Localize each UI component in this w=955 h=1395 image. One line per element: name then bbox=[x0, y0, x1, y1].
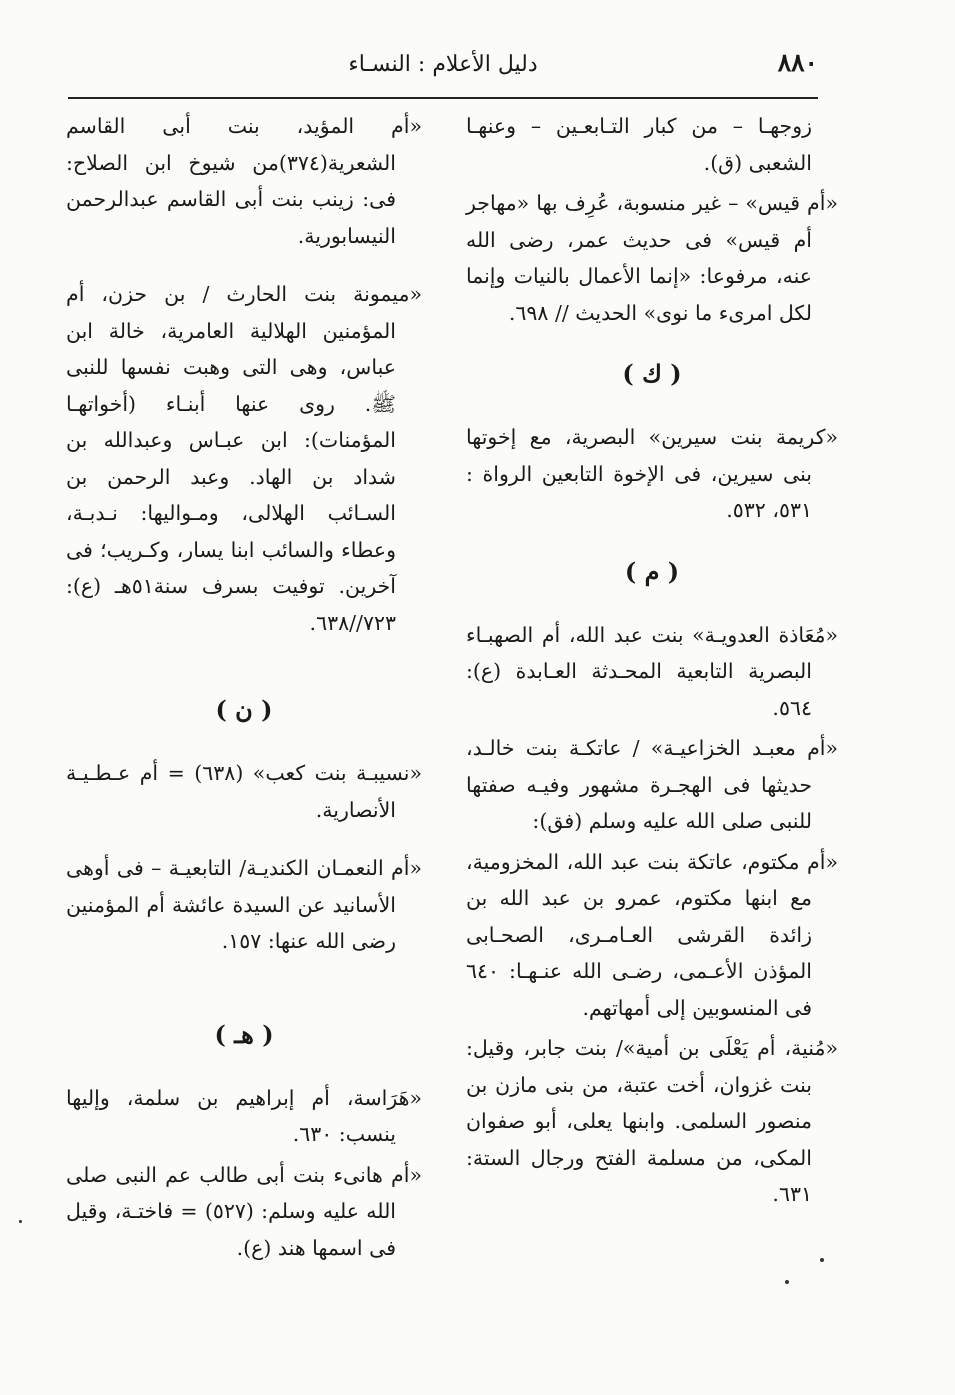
section-heading-ha: ( هـ ) bbox=[214, 1019, 274, 1049]
entry-munya: «مُنية، أم يَعْلَى بن أمية»/ بنت جابر، وقيل: بنت غزوان، أخت عتبة، من بنى مازن بن منصور السلمى. وابنها يعلى، أبو صفوان المكى، من مسلمة الفتح ورجال الستة: ٦٣١. bbox=[466, 1036, 838, 1206]
entry-umm-mabad: «أم معبـد الخزاعيـة» / عاتكـة بنت خالـد، حديثها فى الهجـرة مشهور وفيـه صفتها للنبى صلى الله عليه وسلم (فق): bbox=[466, 736, 838, 833]
entry-umm-hani: «أم هانىء بنت أبى طالب عم النبى صلى الله عليه وسلم: (٥٢٧) = فاختـة، وقيل فى اسمها هند (ع). bbox=[66, 1162, 422, 1260]
right-column bbox=[466, 108, 838, 1217]
page-header bbox=[68, 48, 818, 88]
entry-umm-maktum: «أم مكتوم، عاتكة بنت عبد الله، المخزومية، مع ابنها مكتوم، عمرو بن عبد الله بن زائدة القرشى العـامـرى، الصحـابى المؤذن الأعـمى، رضـى الله عنـهـا: ٦٤٠ فى المنسوبين إلى أمهاتهم. bbox=[466, 849, 838, 1020]
entry-nusayba: «نسيبـة بنت كعب» (٦٣٨) = أم عـطـيـة الأنصارية. bbox=[66, 761, 423, 822]
entry-harasa: «هَرَاسة، أم إبراهيم بن سلمة، وإليها ينسب: ٦٣٠. bbox=[66, 1085, 422, 1146]
entry-muadha: «مُعَاذة العدويـة» بنت عبد الله، أم الصهبـاء البصرية التابعية المحـدثة العـابدة (ع): ٥٦٤. bbox=[466, 622, 838, 720]
running-title: دليل الأعلام : النسـاء bbox=[348, 52, 538, 77]
entry-umm-almuayyad: «أم المؤيد، بنت أبى القاسم الشعرية(٣٧٤)من شيوخ ابن الصلاح: فى: زينب بنت أبى القاسم عبدالرحمن النيسابورية. bbox=[66, 114, 422, 248]
entry-continuation: زوجهـا – من كبار التـابعـين – وعنهـا الشعبى (ق). bbox=[466, 114, 812, 175]
entry-karima: «كريمة بنت سيرين» البصرية، مع إخوتها بنى سيرين، فى الإخوة التابعين الرواة : ٥٣١، ٥٣٢. bbox=[466, 425, 838, 522]
section-heading-mim: ( م ) bbox=[624, 556, 680, 586]
page-number: ٨٨٠ bbox=[777, 48, 818, 77]
print-speck bbox=[785, 1280, 789, 1284]
section-heading-kaf: ( ك ) bbox=[622, 359, 682, 388]
section-heading-nun: ( ن ) bbox=[215, 695, 273, 724]
entry-umm-qays: «أم قيس» – غير منسوبة، عُرِف بها «مهاجر أم قيس» فى حديث عمر، رضى الله عنه، مرفوعا: «إنما الأعمال بالنيات وإنما لكل امرىء ما نوى» الحديث // ٦٩٨. bbox=[466, 191, 838, 325]
left-column bbox=[66, 108, 422, 1270]
print-speck bbox=[19, 1220, 22, 1223]
header-rule bbox=[68, 97, 818, 99]
print-speck bbox=[820, 1258, 824, 1262]
entry-umm-alnuman: «أم النعمـان الكنديـة/ التابعيـة – فى أوهى الأسانيد عن السيدة عائشة أم المؤمنين رضى الله عنها: ١٥٧. bbox=[66, 856, 422, 953]
entry-maymuna: «ميمونة بنت الحارث / بن حزن، أم المؤمنين الهلالية العامرية، خالة ابن عباس، وهى التى وهبت نفسها للنبى ﷺ. روى عنها أبنـاء (أخواتهـا المؤمنات): ابن عبـاس وعبدالله بن شداد بن الهاد. وعبد الرحمن بن السـائب الهلالى، ومـواليها: نـدبـة، وعطاء والسائب ابنا يسار، وكـريب؛ فى آخرين. توفيت بسرف سنة٥١هـ (ع): ٧٢٣//٦٣٨. bbox=[66, 282, 422, 635]
